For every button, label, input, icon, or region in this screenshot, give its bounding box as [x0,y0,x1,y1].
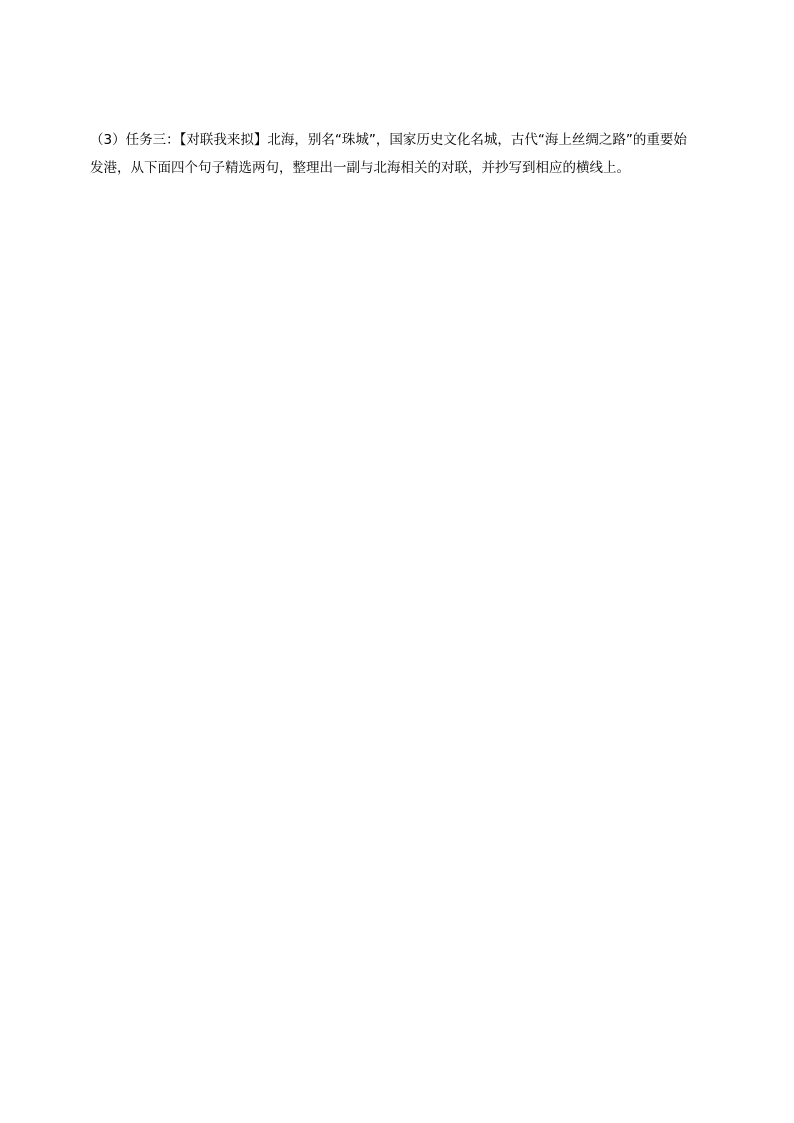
q3-line-1: （3）任务三：【对联我来拟】北海，别名“珠城”，国家历史文化名城，古代“海上丝绸之路”的重要始 [90,132,687,148]
q3-line-2: 发港，从下面四个句子精选两句，整理出一副与北海相关的对联，并抄写到相应的横线上。 [90,160,630,176]
